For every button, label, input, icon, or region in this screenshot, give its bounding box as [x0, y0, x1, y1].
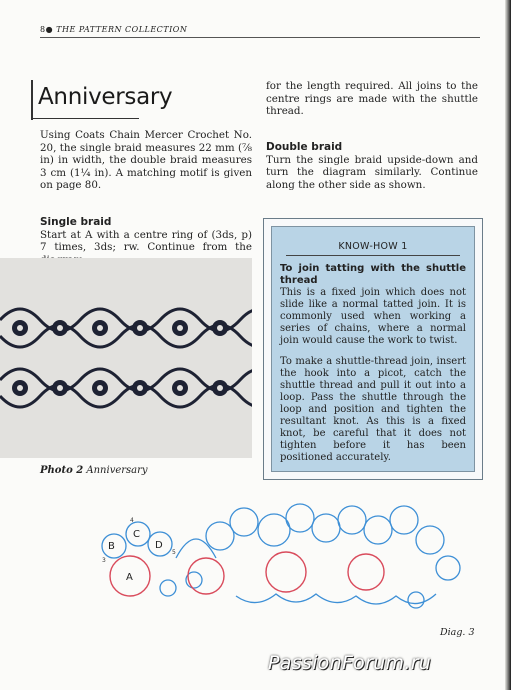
ring-label-b: B: [108, 541, 115, 552]
single-braid-heading: Single braid: [40, 216, 112, 228]
ring-label-d: D: [155, 540, 163, 551]
page-number: 8: [40, 25, 46, 34]
diagram-blue-chains: [102, 504, 460, 608]
watermark: PassionForum.ru: [268, 652, 432, 674]
ring-label-a: A: [126, 572, 133, 583]
single-braid-text: Start at A with a centre ring of (3ds, p) 7 times, 3ds; rw. Continue from the: [40, 228, 252, 254]
diagram-red-rings: [110, 552, 384, 596]
double-braid-section: [266, 141, 478, 191]
know-how-title-rule: [286, 255, 460, 256]
title-left-rule: [31, 80, 33, 120]
know-how-para-2: To make a shuttle-thread join, insert the hook into a picot, catch the shuttle thread and pull it out into a loop. Pass the shuttle through the loop and position and tighten the resultant knot. As this is a fixed knot, be careful that it does not tighten before it has been positioned accurately.: [280, 356, 466, 463]
double-braid-heading: Double braid: [266, 141, 343, 153]
lace-photo-image: [0, 258, 252, 458]
title-underline: [31, 118, 139, 119]
know-how-para-1: This is a fixed join which does not slide like a normal tatted join. It is commonly used when working a series of chains, where a normal join would cause the work to twist.: [280, 287, 466, 346]
header-bullet: ●: [45, 25, 54, 34]
tatting-diagram: [86, 500, 466, 618]
diagram-label: Diag. 3: [440, 627, 475, 638]
running-header: [40, 25, 187, 34]
ring-label-c: C: [133, 529, 140, 540]
photo-caption-label: Photo 2: [40, 465, 84, 476]
stitch-count-5: 5: [172, 549, 176, 556]
header-rule: [40, 37, 480, 38]
book-edge-shadow: [505, 0, 511, 690]
page-title: Anniversary: [38, 84, 173, 110]
lace-photo: [0, 258, 252, 458]
stitch-count-3: 3: [102, 557, 106, 564]
photo-caption: [40, 465, 148, 476]
intro-paragraph: Using Coats Chain Mercer Crochet No. 20, the single braid measures 22 mm (⅞ in) in width, the double braid measures 3 cm (1¼ in). A matching motif is given on page 80.: [40, 129, 252, 192]
stitch-count-4: 4: [130, 517, 134, 524]
know-how-box: [263, 218, 483, 480]
know-how-title: KNOW-HOW 1: [338, 241, 408, 252]
photo-caption-text: Anniversary: [86, 465, 148, 476]
continued-paragraph: for the length required. All joins to the centre rings are made with the shuttle thread.: [266, 80, 478, 118]
know-how-body: [280, 263, 466, 464]
double-braid-text: Turn the single braid upside-down and turn the diagram similarly. Continue along the other side as shown.: [266, 153, 478, 191]
section-title: THE PATTERN COLLECTION: [56, 25, 188, 34]
know-how-panel: [271, 226, 475, 472]
know-how-heading: To join tatting with the shuttle thread: [280, 263, 466, 286]
